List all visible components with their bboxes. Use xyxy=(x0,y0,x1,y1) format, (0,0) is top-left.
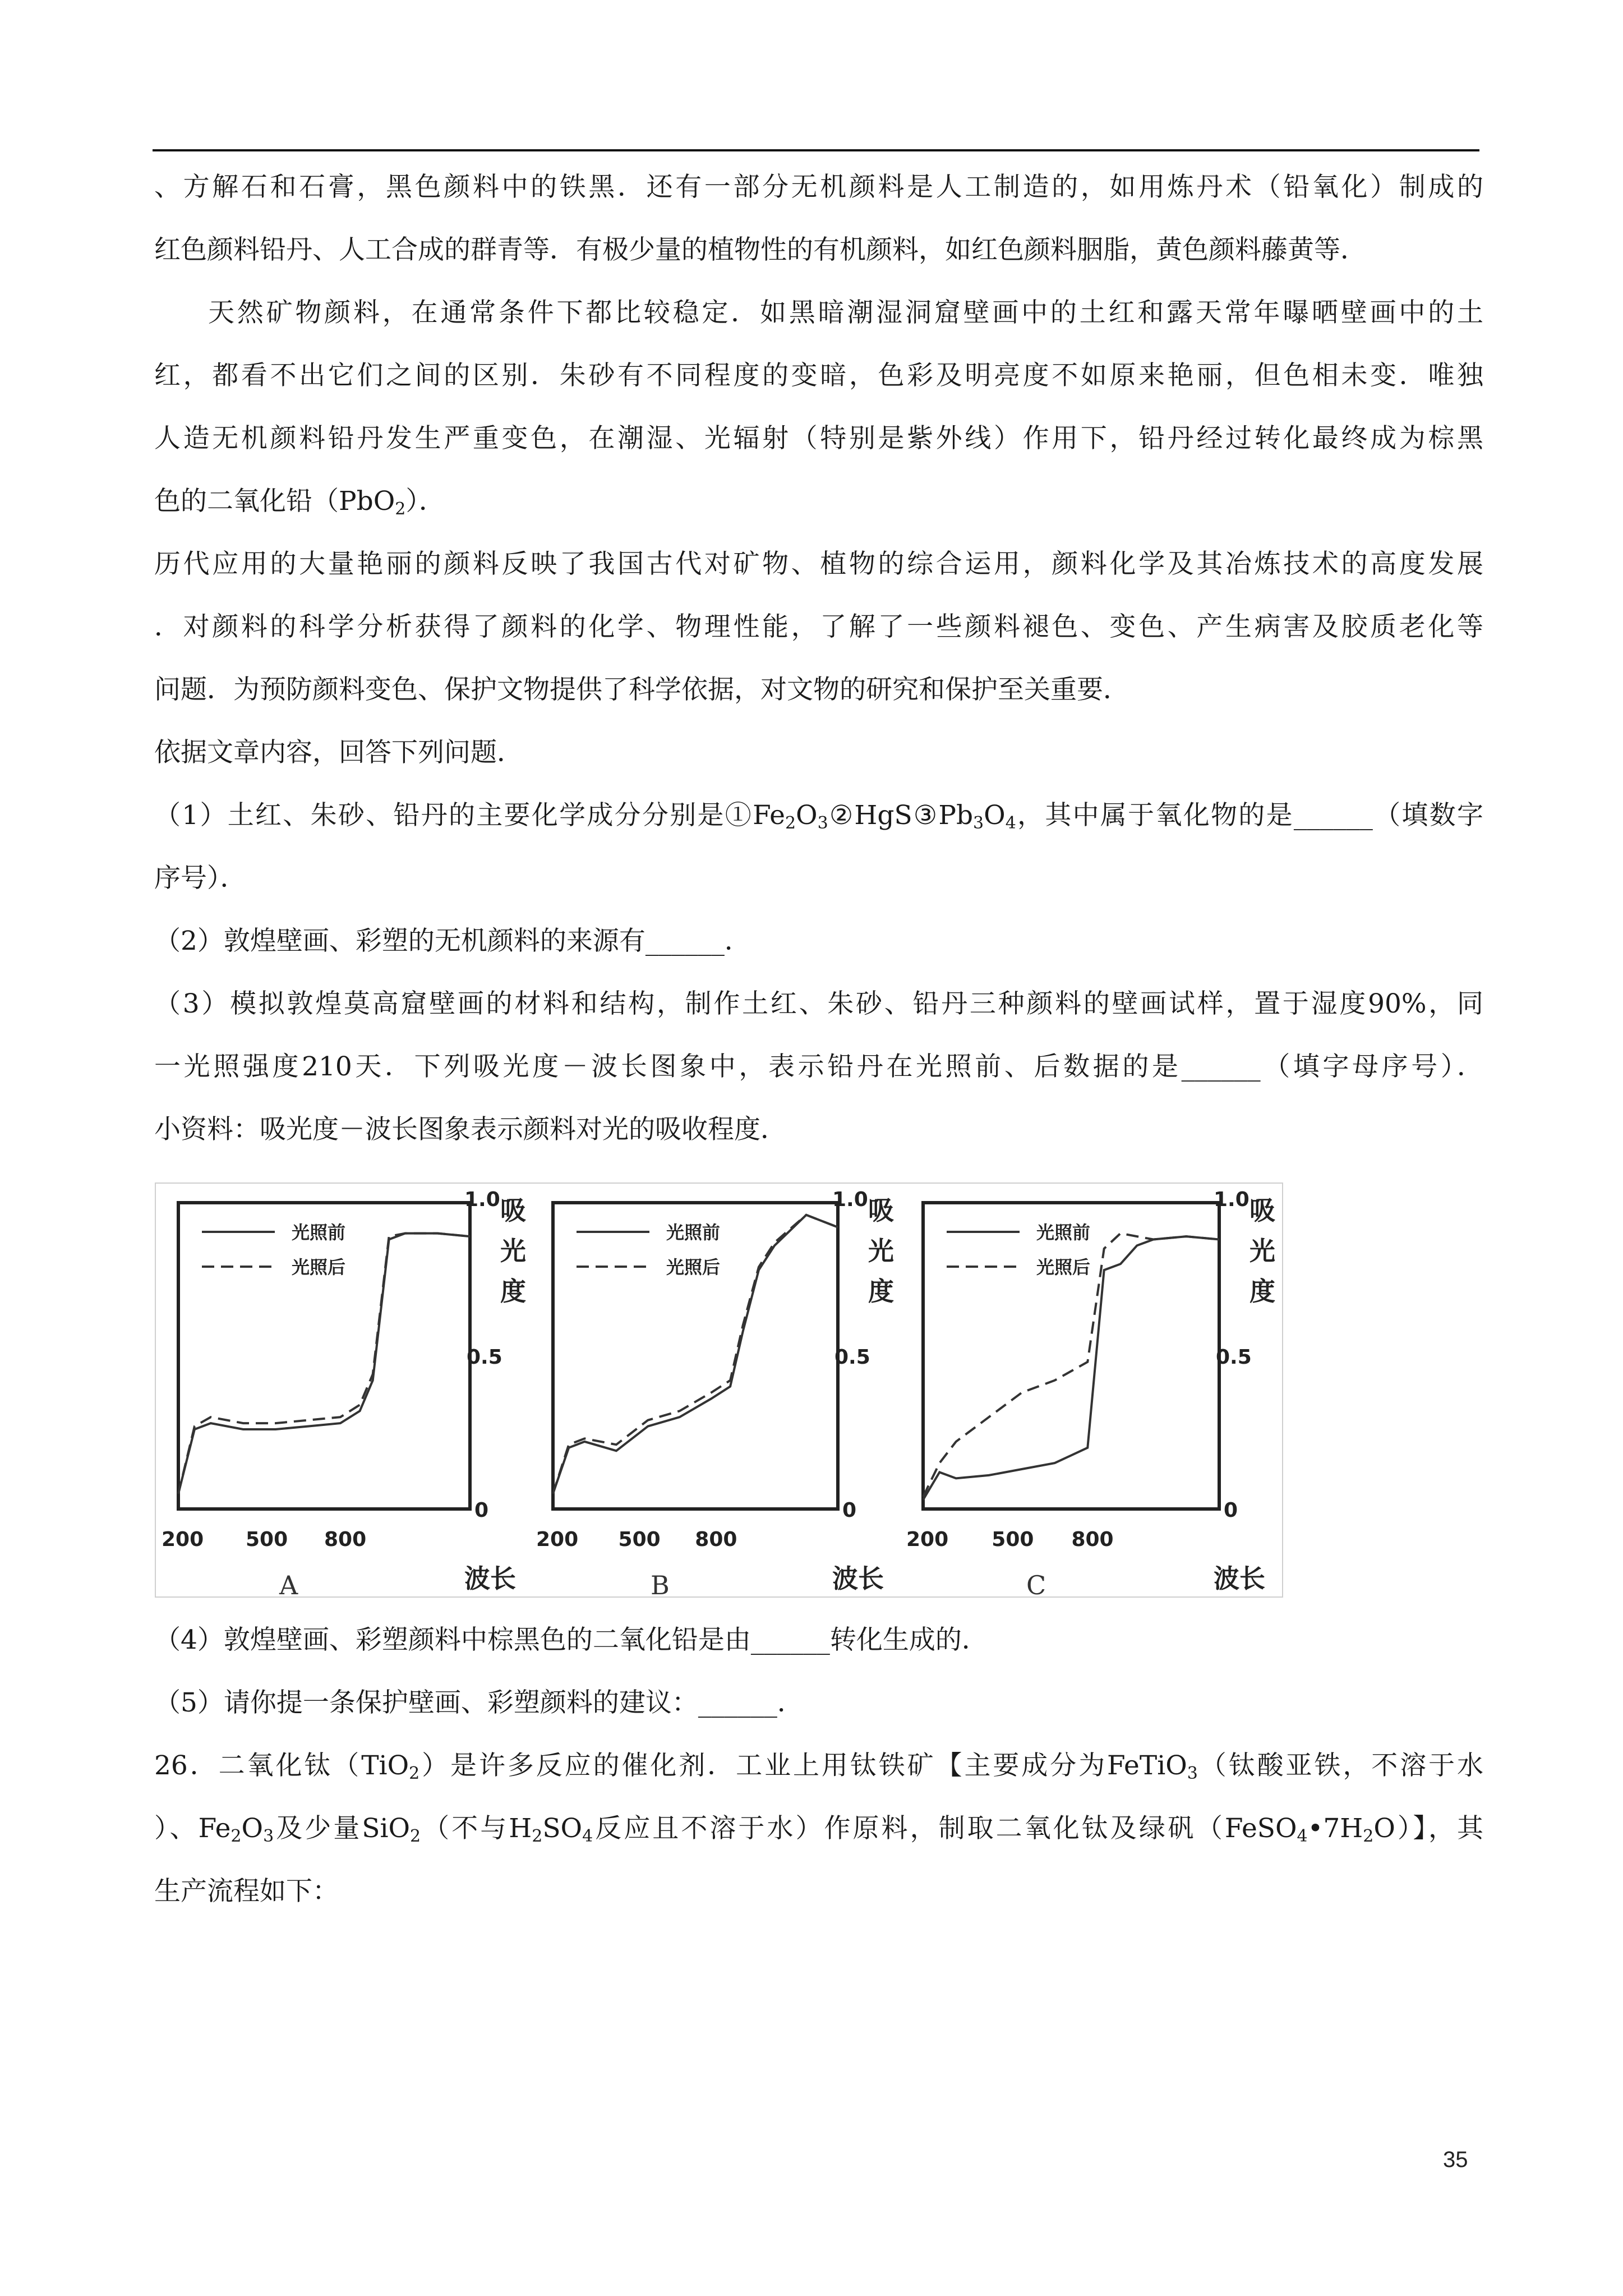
question-4 xyxy=(154,1609,1483,1672)
x-tick-label: 200 xyxy=(162,1528,204,1551)
y-axis-label-char: 吸 xyxy=(868,1195,894,1226)
text-line: 依据文章内容，回答下列问题． xyxy=(154,737,523,768)
text-line: （3）模拟敦煌莫高窟壁画的材料和结构，制作土红、朱砂、铅丹三种颜料的壁画试样，置于湿度90%，同 xyxy=(154,988,1483,1019)
text-line: 、方解石和石膏，黑色颜料中的铁黑．还有一部分无机颜料是人工制造的，如用炼丹术（铅氧化）制成的 xyxy=(154,172,1483,203)
question-3 xyxy=(154,973,1483,1161)
y-axis-label-char: 度 xyxy=(1249,1276,1275,1306)
text-line: 色的二氧化铅（PbO$_2$）． xyxy=(154,486,445,519)
text-line: 生产流程如下： xyxy=(154,1876,339,1907)
paragraph-pigment-sources xyxy=(154,156,1483,282)
text-line: 序号）． xyxy=(154,863,247,894)
legend-label: 光照前 xyxy=(1036,1222,1091,1243)
header-rule xyxy=(153,149,1479,151)
text-line: （2）敦煌壁画、彩塑的无机颜料的来源有______． xyxy=(154,926,751,956)
text-line: 一光照强度210天．下列吸光度－波长图象中，表示铅丹在光照前、后数据的是______（填字母序号）． xyxy=(154,1051,1483,1082)
panel-label: A xyxy=(279,1570,298,1596)
paragraph-history xyxy=(154,533,1483,721)
panel-label: B xyxy=(651,1570,670,1596)
y-axis-label-char: 光 xyxy=(500,1236,526,1266)
x-tick-label: 200 xyxy=(536,1528,579,1551)
y-tick-label: 0 xyxy=(842,1499,857,1522)
text-line: 问题．为预防颜料变色、保护文物提供了科学依据，对文物的研究和保护至关重要． xyxy=(154,674,1129,705)
plot-frame xyxy=(178,1203,470,1509)
legend-label: 光照前 xyxy=(292,1222,346,1243)
y-tick-label: 1.0 xyxy=(464,1188,500,1211)
absorbance-charts-svg xyxy=(156,1184,1282,1596)
y-axis-label-char: 吸 xyxy=(1249,1195,1275,1226)
x-axis-label: 波长 xyxy=(464,1563,516,1594)
text-line: 小资料：吸光度－波长图象表示颜料对光的吸收程度． xyxy=(154,1114,787,1145)
plot-frame xyxy=(923,1203,1219,1509)
y-axis-label-char: 度 xyxy=(500,1276,526,1306)
legend-label: 光照后 xyxy=(666,1257,721,1278)
text-line: 红色颜料铅丹、人工合成的群青等．有极少量的植物性的有机颜料，如红色颜料胭脂，黄色颜料藤黄等． xyxy=(154,234,1367,265)
y-tick-label: 1.0 xyxy=(1214,1188,1249,1211)
y-tick-label: 0 xyxy=(474,1499,489,1522)
text-line: 红，都看不出它们之间的区别．朱砂有不同程度的变暗，色彩及明亮度不如原来艳丽，但色相未变．唯独 xyxy=(154,360,1483,391)
question-2 xyxy=(154,910,1483,973)
x-tick-label: 800 xyxy=(1071,1528,1114,1551)
paragraph-instruction xyxy=(154,721,1483,784)
text-line: （5）请你提一条保护壁画、彩塑颜料的建议：______． xyxy=(154,1687,804,1718)
paragraph-natural-pigments xyxy=(154,282,1483,533)
x-tick-label: 500 xyxy=(618,1528,661,1551)
legend-label: 光照前 xyxy=(666,1222,721,1243)
legend-label: 光照后 xyxy=(1036,1257,1091,1278)
y-tick-label: 0.5 xyxy=(834,1346,870,1369)
x-tick-label: 500 xyxy=(992,1528,1034,1551)
page-number: 35 xyxy=(1443,2147,1468,2172)
x-axis-label: 波长 xyxy=(1214,1563,1265,1594)
y-axis-label-char: 光 xyxy=(1249,1236,1275,1266)
y-tick-label: 0 xyxy=(1224,1499,1238,1522)
y-axis-label-char: 吸 xyxy=(500,1195,526,1226)
x-tick-label: 800 xyxy=(324,1528,367,1551)
text-line: 历代应用的大量艳丽的颜料反映了我国古代对矿物、植物的综合运用，颜料化学及其冶炼技术的高度发展 xyxy=(154,549,1483,579)
y-tick-label: 1.0 xyxy=(832,1188,868,1211)
text-line: 26．二氧化钛（TiO$_2$）是许多反应的催化剂．工业上用钛铁矿【主要成分为FeTiO$_3$（钛酸亚铁，不溶于水 xyxy=(154,1750,1484,1783)
question-1 xyxy=(154,784,1483,910)
panel-label: C xyxy=(1026,1570,1046,1596)
absorbance-figure xyxy=(155,1182,1283,1598)
x-tick-label: 800 xyxy=(695,1528,737,1551)
plot-frame xyxy=(553,1203,838,1509)
text-line: 人造无机颜料铅丹发生严重变色，在潮湿、光辐射（特别是紫外线）作用下，铅丹经过转化最终成为棕黑 xyxy=(154,423,1483,454)
text-line: ）、$Fe_2O_3$及少量SiO$_2$（不与$H_2SO_4$反应且不溶于水）作原料，制取二氧化钛及绿矾$(FeSO_4•7H_2O)$】，其 xyxy=(154,1813,1483,1846)
x-axis-label: 波长 xyxy=(832,1563,884,1594)
y-tick-label: 0.5 xyxy=(1216,1346,1252,1369)
text-line: （1）土红、朱砂、铅丹的主要化学成分分别是$①Fe_2O_3②HgS③Pb_3O_4$，其中属于氧化物的是______（填数字 xyxy=(154,800,1483,833)
question-5 xyxy=(154,1672,1483,1734)
x-tick-label: 200 xyxy=(906,1528,949,1551)
text-line: 天然矿物颜料，在通常条件下都比较稳定．如黑暗潮湿洞窟壁画中的土红和露天常年曝晒壁画中的土 xyxy=(208,297,1483,328)
y-axis-label-char: 光 xyxy=(868,1236,894,1266)
text-line: （4）敦煌壁画、彩塑颜料中棕黑色的二氧化铅是由______转化生成的． xyxy=(154,1625,988,1655)
y-axis-label-char: 度 xyxy=(868,1276,894,1306)
x-tick-label: 500 xyxy=(246,1528,288,1551)
question-26 xyxy=(154,1734,1483,1923)
legend-label: 光照后 xyxy=(292,1257,346,1278)
text-line: ．对颜料的科学分析获得了颜料的化学、物理性能，了解了一些颜料褪色、变色、产生病害及胶质老化等 xyxy=(154,611,1483,642)
y-tick-label: 0.5 xyxy=(467,1346,502,1369)
